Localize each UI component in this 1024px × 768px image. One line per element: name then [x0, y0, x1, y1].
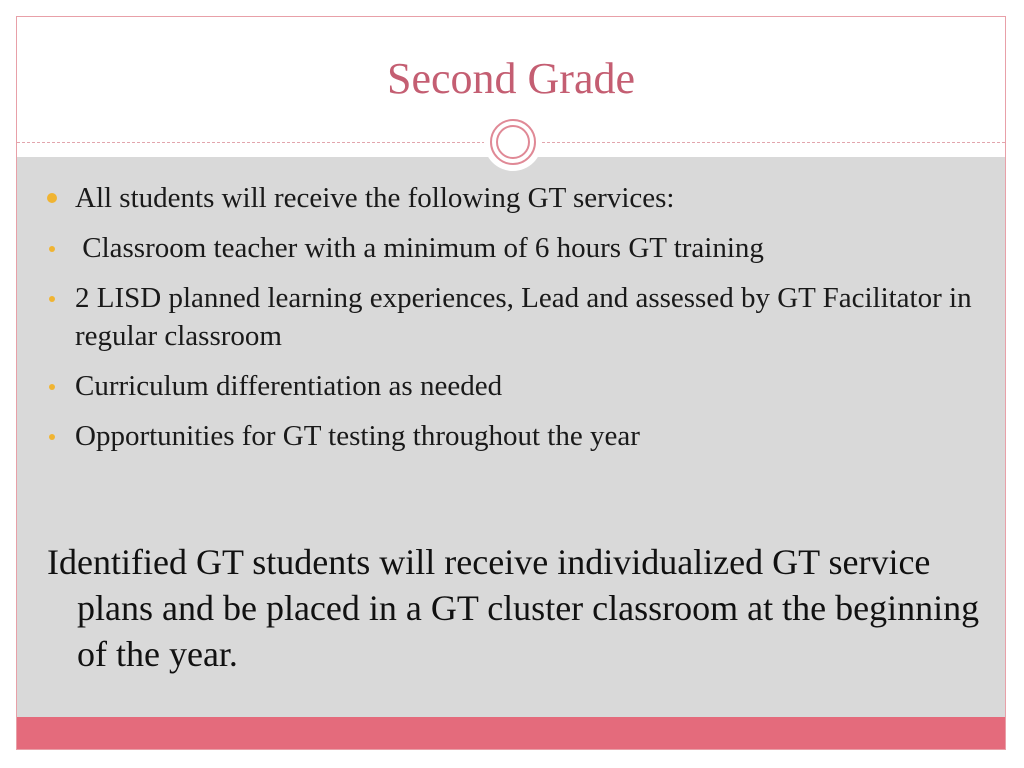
ornament-outer-ring: [490, 119, 536, 165]
circle-ring-icon: [484, 113, 542, 171]
bullet-text: Curriculum differentiation as needed: [75, 370, 503, 402]
bullet-text: Classroom teacher with a minimum of 6 hours GT training: [75, 232, 764, 264]
list-item: [17, 179, 1005, 217]
bullet-text: 2 LISD planned learning experiences, Lead and assessed by GT Facilitator in regular classroom: [75, 282, 972, 352]
list-item: [17, 229, 1005, 267]
list-item: [17, 417, 1005, 455]
bullet-dot-icon: [47, 193, 57, 203]
bullet-text: Opportunities for GT testing throughout the year: [75, 420, 640, 452]
list-item: [17, 367, 1005, 405]
slide-title: Second Grade: [386, 54, 635, 103]
bottom-bar: [17, 717, 1005, 750]
list-item: [17, 279, 1005, 355]
slide: [16, 16, 1006, 750]
identified-students-paragraph: Identified GT students will receive individualized GT service plans and be placed in a GT cluster classroom at the beginning of the year.: [47, 542, 980, 674]
bullet-dot-icon: [49, 434, 55, 440]
bullet-dot-icon: [49, 296, 55, 302]
bullet-list: [17, 179, 1005, 467]
ornament-inner-ring: [496, 125, 530, 159]
bullet-dot-icon: [49, 246, 55, 252]
bullet-text: All students will receive the following GT services:: [75, 182, 675, 214]
bullet-dot-icon: [49, 384, 55, 390]
